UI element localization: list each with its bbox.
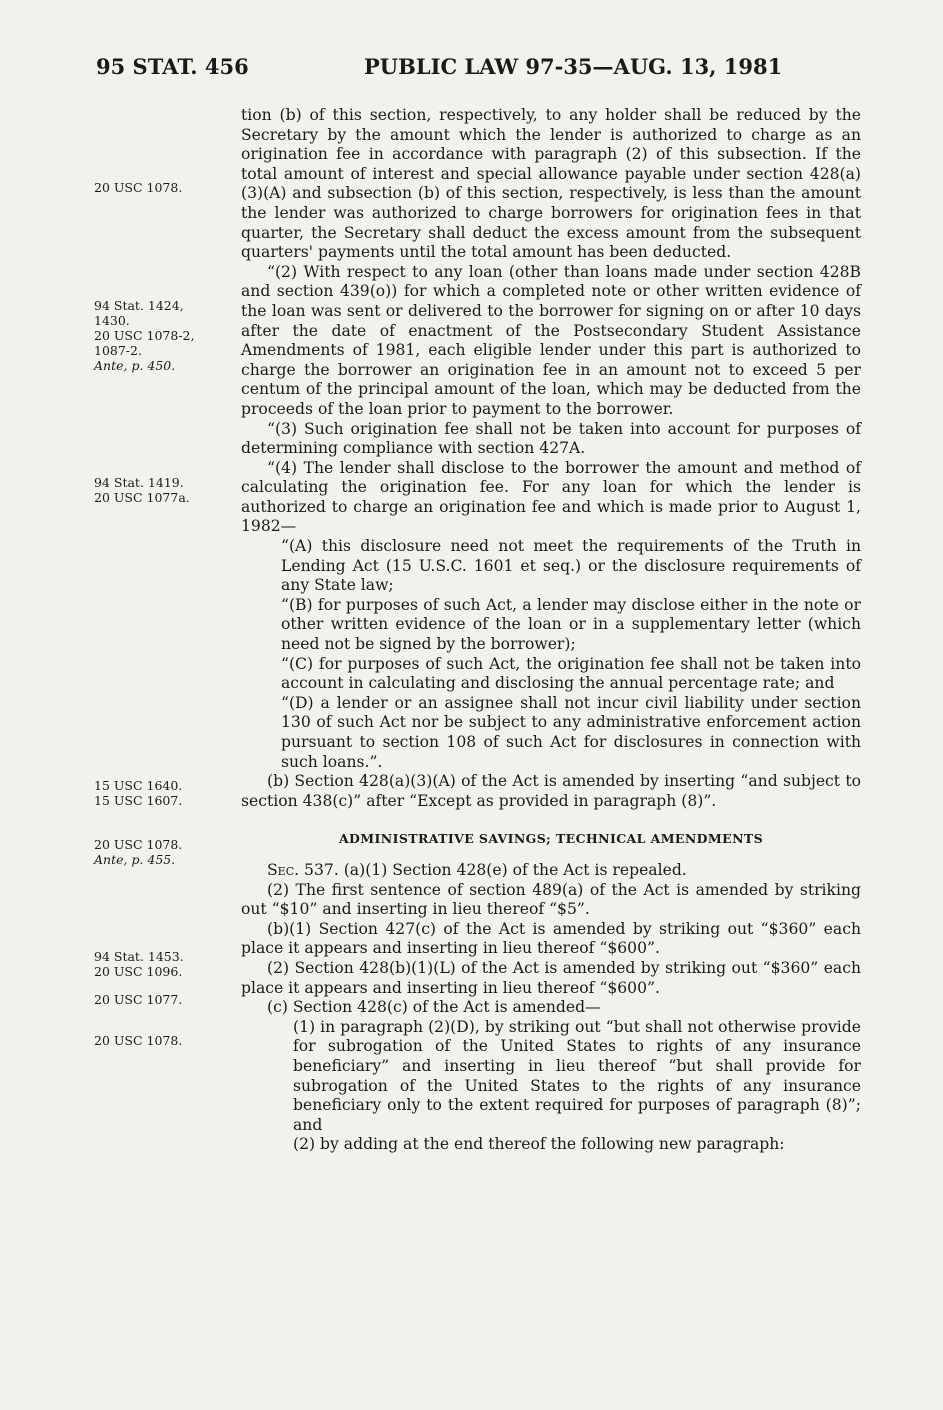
margin-note-line: 20 USC 1077a.	[94, 490, 190, 505]
running-head: PUBLIC LAW 97-35—AUG. 13, 1981	[364, 54, 783, 79]
clause-2: (2) by adding at the end thereof the following new paragraph:	[293, 1135, 785, 1154]
margin-note-line: 15 USC 1607.	[94, 793, 183, 808]
margin-note-line: Ante, p. 450.	[94, 358, 176, 373]
margin-note-line: 1087-2.	[94, 343, 142, 358]
paragraph: (c) Section 428(c) of the Act is amended—	[267, 998, 601, 1017]
margin-note-line: 15 USC 1640.	[94, 778, 183, 793]
margin-note-line: 94 Stat. 1453.	[94, 949, 184, 964]
margin-note	[94, 837, 182, 867]
margin-note	[94, 298, 194, 373]
subparagraph-b: “(B) for purposes of such Act, a lender may disclose either in the note or other written evidence of the loan or in a supplementary letter (which need not be signed by the borrower);	[281, 595, 861, 654]
margin-note-line: 20 USC 1078.	[94, 1033, 183, 1048]
margin-note-line: 20 USC 1078-2,	[94, 328, 195, 343]
paragraph: (2) The first sentence of section 489(a) of the Act is amended by striking out “$10” and inserting in lieu thereof “$5”.	[241, 880, 861, 919]
statute-page-number: 95 STAT. 456	[96, 54, 249, 79]
paragraph: (b) Section 428(a)(3)(A) of the Act is amended by inserting “and subject to section 438(c)” after “Except as provided in paragraph (8)”.	[241, 772, 861, 810]
section-label: Sec.	[267, 860, 300, 879]
margin-note	[94, 778, 182, 808]
margin-note-line: 20 USC 1078.	[94, 180, 183, 195]
margin-note	[94, 949, 184, 979]
subparagraph-a: “(A) this disclosure need not meet the requirements of the Truth in Lending Act (15 U.S.C. 1601 et seq.) or the disclosure requirements of any State law;	[281, 537, 861, 595]
margin-note	[94, 475, 190, 505]
margin-notes	[94, 0, 244, 1410]
statute-body	[241, 106, 861, 1155]
margin-note	[94, 992, 182, 1007]
margin-note	[94, 1033, 182, 1048]
margin-note-line: 20 USC 1096.	[94, 964, 183, 979]
margin-note-line: 94 Stat. 1424,	[94, 298, 184, 313]
clause-1: (1) in paragraph (2)(D), by striking out “but shall not otherwise provide for subrogation of the United States to rights of any insurance beneficiary” and inserting in lieu thereof “but shall provide for subrogation of the United States to the rights of any insurance beneficiary only to the extent required for purposes of paragraph (8)”; and	[293, 1017, 861, 1134]
paragraph: “(3) Such origination fee shall not be taken into account for purposes of determining compliance with section 427A.	[241, 419, 861, 458]
paragraph: tion (b) of this section, respectively, to any holder shall be reduced by the Secretary by the amount which the lender is authorized to charge as an origination fee in accordance with paragraph (2) of this subsection. If the total amount of interest and special allowance payable under section 428(a)(3)(A) and subsection (b) of this section, respectively, is less than the amount the lender was authorized to charge borrowers for origination fees in that quarter, the Secretary shall deduct the excess amount from the subsequent quarters' payments until the total amount has been deducted.	[241, 106, 861, 262]
paragraph: (b)(1) Section 427(c) of the Act is amended by striking out “$360” each place it appears and inserting in lieu thereof “$600”.	[241, 919, 861, 958]
paragraph: “(2) With respect to any loan (other than loans made under section 428B and section 439(o)) for which a completed note or other written evidence of the loan was sent or delivered to the borrower for signing on or after 10 days after the date of enactment of the Postsecondary Student Assistance Amendments of 1981, each eligible lender under this part is authorized to charge the borrower an origination fee in an amount not to exceed 5 per centum of the principal amount of the loan, which may be deducted from the proceeds of the loan prior to payment to the borrower.	[241, 262, 861, 418]
margin-note-line: 94 Stat. 1419.	[94, 475, 184, 490]
margin-note-line: 20 USC 1077.	[94, 992, 183, 1007]
margin-note-line: Ante, p. 455.	[94, 852, 176, 867]
section-537-intro	[241, 861, 861, 881]
paragraph: “(4) The lender shall disclose to the borrower the amount and method of calculating the origination fee. For any loan for which the lender is authorized to charge an origination fee and which is made prior to August 1, 1982—	[241, 458, 861, 536]
subparagraph-c: “(C) for purposes of such Act, the origination fee shall not be taken into account in calculating and disclosing the annual percentage rate; and	[281, 654, 861, 693]
section-heading: ADMINISTRATIVE SAVINGS; TECHNICAL AMENDMENTS	[338, 831, 764, 847]
margin-note-line: 20 USC 1078.	[94, 837, 183, 852]
margin-note	[94, 180, 182, 195]
paragraph: (2) Section 428(b)(1)(L) of the Act is amended by striking out “$360” each place it appears and inserting in lieu thereof “$600”.	[241, 958, 861, 997]
subparagraph-d: “(D) a lender or an assignee shall not incur civil liability under section 130 of such Act nor be subject to any administrative enforcement action pursuant to section 108 of such Act for disclosures in connection with such loans.”.	[281, 693, 861, 771]
margin-note-line: 1430.	[94, 313, 130, 328]
section-text: 537. (a)(1) Section 428(e) of the Act is repealed.	[299, 860, 687, 879]
